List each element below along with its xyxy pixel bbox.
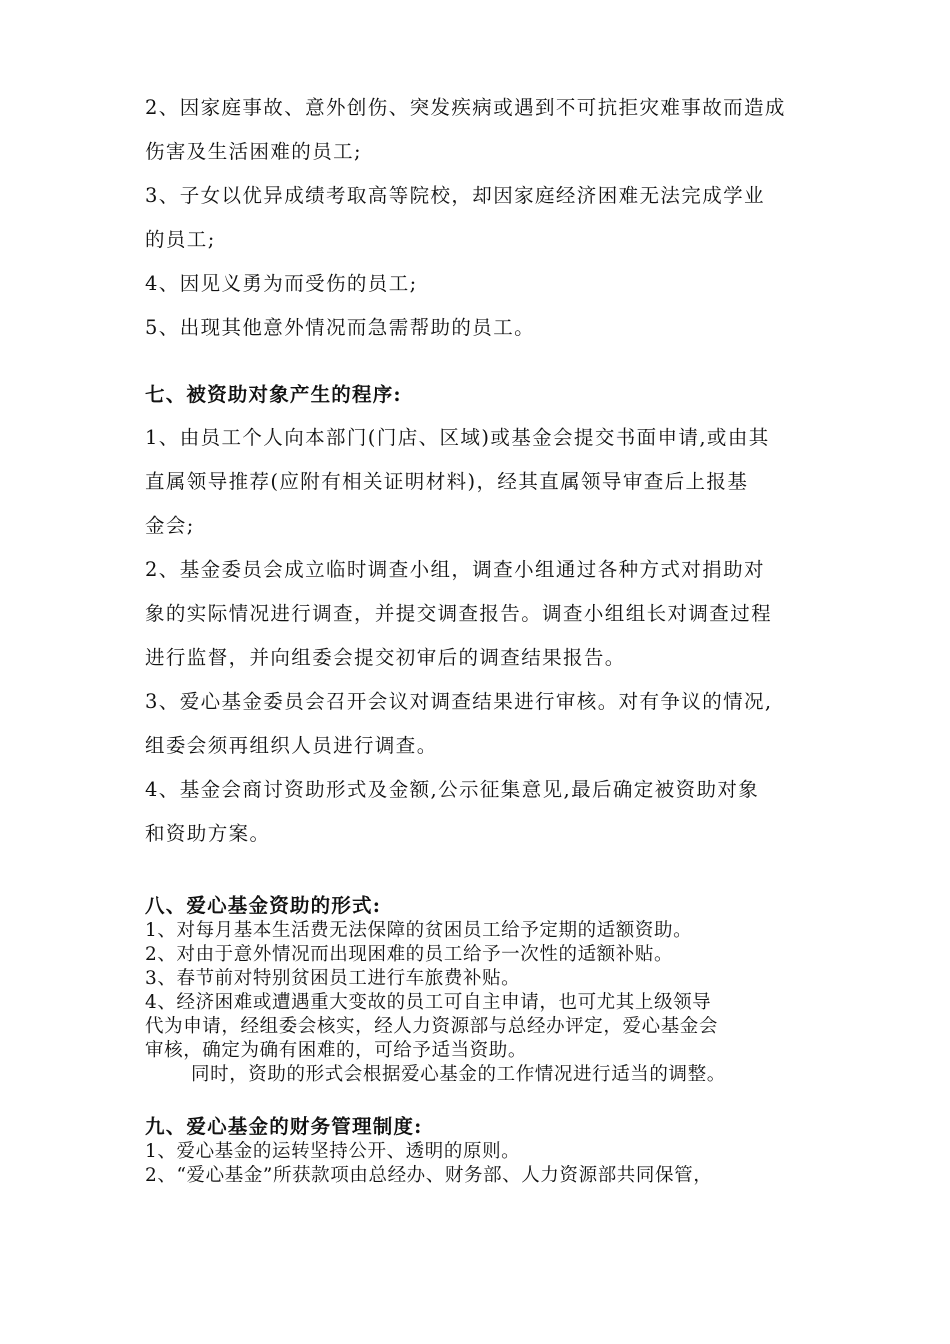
section-heading: 八、爱心基金资助的形式: <box>145 894 382 917</box>
paragraph-line: 直属领导推荐(应附有相关证明材料)，经其直属领导审查后上报基 <box>145 470 749 493</box>
paragraph-line: 4、基金会商讨资助形式及金额,公示征集意见,最后确定被资助对象 <box>145 778 760 801</box>
paragraph-line: 3、春节前对特别贫困员工进行车旅费补贴。 <box>145 968 521 989</box>
section-heading: 九、爱心基金的财务管理制度: <box>145 1115 423 1138</box>
section-6-tail <box>145 86 815 350</box>
paragraph-line: 1、由员工个人向本部门(门店、区域)或基金会提交书面申请,或由其 <box>145 426 770 449</box>
section-8 <box>145 893 815 1087</box>
paragraph-line: 4、因见义勇为而受伤的员工; <box>145 272 418 295</box>
paragraph-line: 2、基金委员会成立临时调查小组，调查小组通过各种方式对捐助对 <box>145 558 765 581</box>
paragraph-line: 审核，确定为确有困难的，可给予适当资助。 <box>145 1040 528 1061</box>
paragraph-line: 2、因家庭事故、意外创伤、突发疾病或遇到不可抗拒灾难事故而造成 <box>145 96 786 119</box>
section-heading: 七、被资助对象产生的程序: <box>145 383 402 406</box>
section-7 <box>145 380 815 856</box>
paragraph-line: 金会; <box>145 514 195 537</box>
paragraph-line: 代为申请，经组委会核实，经人力资源部与总经办评定，爱心基金会 <box>145 1016 719 1037</box>
paragraph-line: 4、经济困难或遭遇重大变故的员工可自主申请，也可尤其上级领导 <box>145 992 712 1013</box>
paragraph-line: 伤害及生活困难的员工; <box>145 140 362 163</box>
paragraph-line: 象的实际情况进行调查，并提交调查报告。调查小组组长对调查过程 <box>145 602 773 625</box>
paragraph-line: 3、爱心基金委员会召开会议对调查结果进行审核。对有争议的情况, <box>145 690 773 713</box>
paragraph-line: 3、子女以优异成绩考取高等院校，却因家庭经济困难无法完成学业 <box>145 184 765 207</box>
paragraph-line: 进行监督，并向组委会提交初审后的调查结果报告。 <box>145 646 626 669</box>
section-9 <box>145 1114 815 1188</box>
closing-paragraph: 同时，资助的形式会根据爱心基金的工作情况进行适当的调整。 <box>191 1064 726 1085</box>
paragraph-line: 5、出现其他意外情况而急需帮助的员工。 <box>145 316 536 339</box>
paragraph-line: 和资助方案。 <box>145 822 271 845</box>
paragraph-line: 1、爱心基金的运转坚持公开、透明的原则。 <box>145 1141 521 1162</box>
paragraph-line: 2、对由于意外情况而出现困难的员工给予一次性的适额补贴。 <box>145 944 674 965</box>
paragraph-line: 的员工; <box>145 228 216 251</box>
paragraph-line: 组委会须再组织人员进行调查。 <box>145 734 438 757</box>
paragraph-line: 2、“爱心基金”所获款项由总经办、财务部、人力资源部共同保管， <box>145 1165 713 1186</box>
paragraph-line: 1、对每月基本生活费无法保障的贫困员工给予定期的适额资助。 <box>145 920 693 941</box>
